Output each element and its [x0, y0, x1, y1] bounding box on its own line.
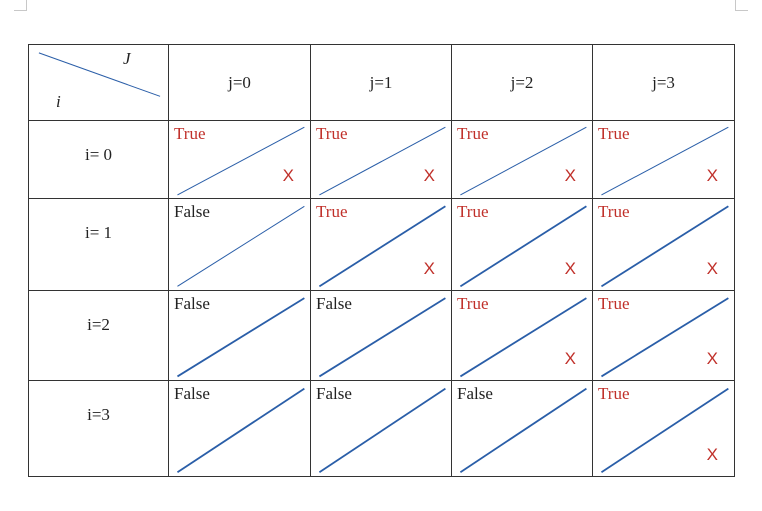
cell-x-mark: X [706, 349, 718, 368]
row-header-label: i= 1 [84, 223, 113, 242]
row-header-label: i=3 [87, 405, 110, 424]
cell-value: False [316, 384, 352, 403]
cell-value: False [174, 384, 210, 403]
cell-value: True [316, 124, 348, 143]
cell-value: True [598, 202, 630, 221]
table-cell [593, 291, 735, 381]
cell-x-mark: X [564, 166, 576, 185]
cell-x-mark: X [564, 259, 576, 278]
corner-row-label: i [56, 92, 61, 111]
table-row [29, 291, 735, 381]
column-header: j=2 [452, 45, 593, 121]
table-cell [452, 291, 593, 381]
table-cell [311, 291, 452, 381]
cell-x-mark: X [564, 349, 576, 368]
corner-cell [29, 45, 169, 121]
table-cell [169, 121, 311, 199]
row-header [29, 121, 169, 199]
dp-table [28, 44, 735, 477]
page-corner-mark-right [735, 0, 748, 11]
cell-x-mark: X [282, 166, 294, 185]
cell-x-mark: X [706, 166, 718, 185]
cell-x-mark: X [706, 259, 718, 278]
page-corner-mark-left [14, 0, 27, 11]
table-cell [169, 291, 311, 381]
cell-value: True [316, 202, 348, 221]
table-row [29, 381, 735, 477]
cell-value: False [457, 384, 493, 403]
table-cell [311, 199, 452, 291]
header-row [29, 45, 735, 121]
table-cell [169, 199, 311, 291]
cell-x-mark: X [423, 166, 435, 185]
table-row [29, 121, 735, 199]
table-cell [311, 121, 452, 199]
table-cell [593, 381, 735, 477]
table-cell [452, 121, 593, 199]
cell-value: True [598, 124, 630, 143]
column-header: j=1 [311, 45, 452, 121]
cell-value: False [316, 294, 352, 313]
cell-value: False [174, 294, 210, 313]
column-header: j=3 [593, 45, 735, 121]
row-header [29, 381, 169, 477]
cell-value: True [174, 124, 206, 143]
table-cell [452, 199, 593, 291]
cell-x-mark: X [423, 259, 435, 278]
column-header: j=0 [169, 45, 311, 121]
table-cell [593, 199, 735, 291]
corner-diagonal-line [29, 45, 168, 120]
table-cell [311, 381, 452, 477]
row-header [29, 291, 169, 381]
table-cell [593, 121, 735, 199]
row-header-label: i=2 [87, 315, 110, 334]
table-row [29, 199, 735, 291]
table-cell [452, 381, 593, 477]
cell-value: True [457, 124, 489, 143]
cell-value: True [598, 384, 630, 403]
cell-value: True [457, 294, 489, 313]
corner-col-label: J [123, 49, 131, 68]
cell-value: True [457, 202, 489, 221]
cell-value: True [598, 294, 630, 313]
cell-x-mark: X [706, 445, 718, 464]
cell-value: False [174, 202, 210, 221]
row-header-label: i= 0 [84, 145, 113, 164]
table-cell [169, 381, 311, 477]
row-header [29, 199, 169, 291]
